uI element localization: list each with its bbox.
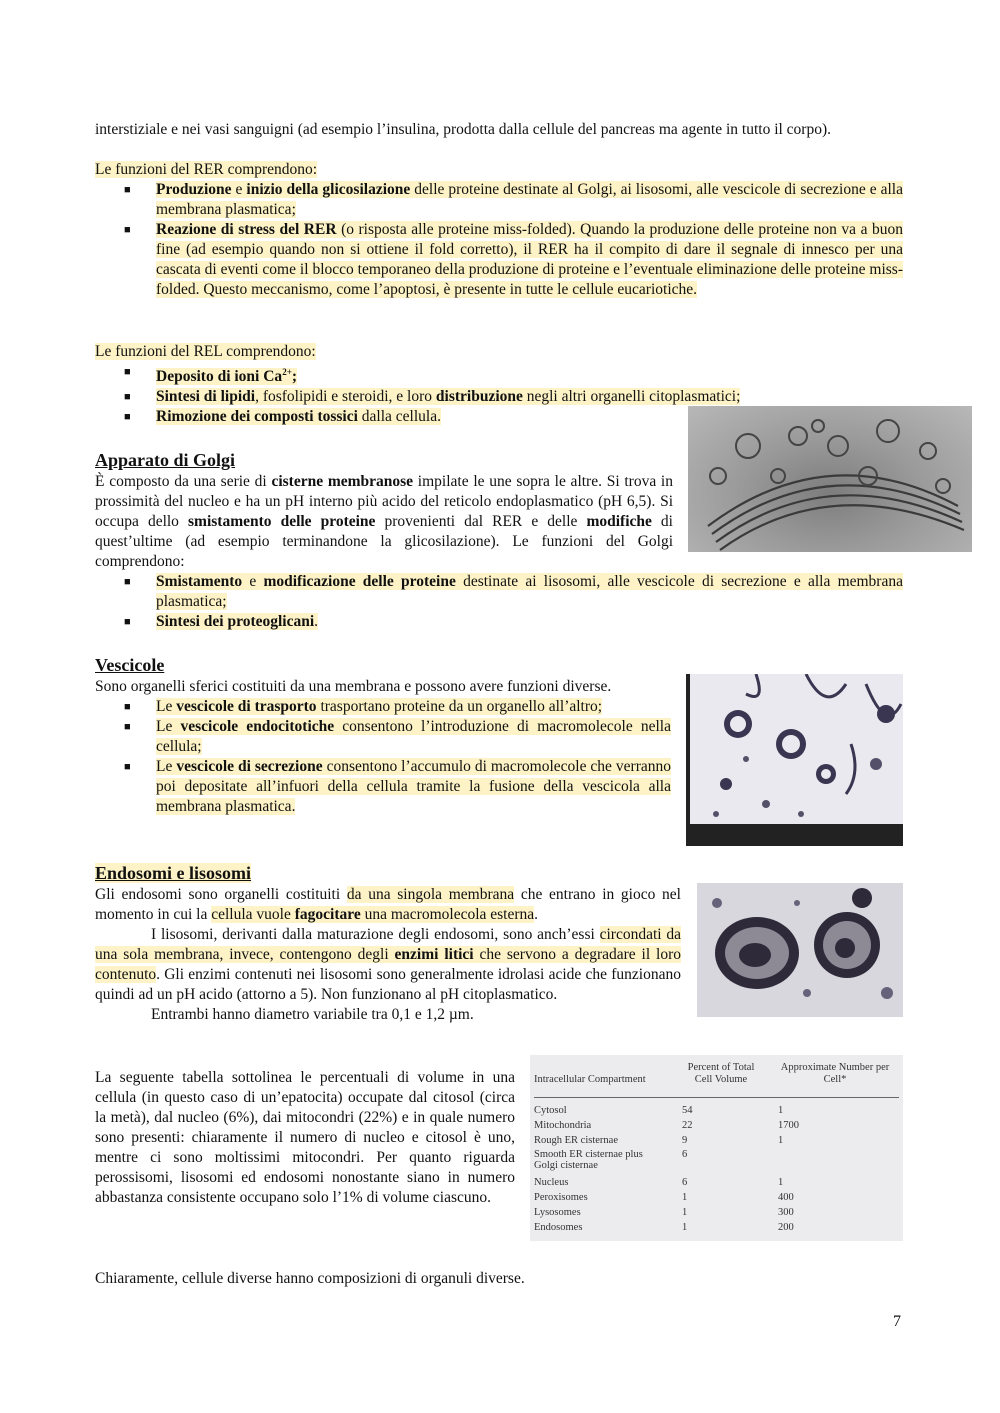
rer-bullet-1: ■ Produzione e inizio della glicosilazione delle proteine destinate al Golgi, ai lisosomi, alle vescicole di secrezione e alla membrana plasmatica; xyxy=(124,181,903,218)
golgi-title: Apparato di Golgi xyxy=(95,450,236,470)
golgi-bullet-2: ■ Sintesi dei proteoglicani. xyxy=(124,613,319,630)
table-cell-percent: 6 xyxy=(682,1149,688,1160)
table-cell-number: 300 xyxy=(778,1207,794,1218)
rer-section xyxy=(95,160,903,300)
table-row xyxy=(534,1149,899,1171)
golgi-paragraph: È composto da una serie di cisterne membranose impilate le une sopra le altre. Si trova in prossimità del nucleo e ha un pH interno più acido del reticolo endoplasmatico (pH 6,5). Si occupa dello smistamento delle proteine provenienti dal RER e delle modifiche di quest’ultime (ad esempio terminandone la glicosilazione). Le funzioni del Golgi comprendono: xyxy=(95,473,673,570)
compartment-table xyxy=(530,1055,903,1241)
vesicles-title: Vescicole xyxy=(95,655,165,675)
rel-bullet-2: ■ Sintesi di lipidi, fosfolipidi e steroidi, e loro distribuzione negli altri organelli citoplasmatici; xyxy=(124,388,741,406)
table-cell-percent: 9 xyxy=(682,1135,688,1146)
square-bullet-icon: ■ xyxy=(124,184,131,196)
table-row xyxy=(534,1207,899,1221)
rel-intro: Le funzioni del REL comprendono: xyxy=(95,343,316,360)
vesicles-bullet-1: ■ Le vescicole di trasporto trasportano proteine da un organello all’altro; xyxy=(124,698,603,715)
table-cell-percent: 1 xyxy=(682,1192,688,1203)
table-row xyxy=(534,1120,899,1134)
table-cell-number: 400 xyxy=(778,1192,794,1203)
table-row xyxy=(534,1105,899,1119)
table-cell-number: 1 xyxy=(778,1177,784,1188)
table-cell-number: 1 xyxy=(778,1135,784,1146)
table-header-compartment: Intracellular Compartment xyxy=(534,1074,646,1085)
table-cell-percent: 1 xyxy=(682,1207,688,1218)
closing-text: Chiaramente, cellule diverse hanno composizioni di organuli diverse. xyxy=(95,1270,525,1287)
square-bullet-icon: ■ xyxy=(124,366,131,378)
square-bullet-icon: ■ xyxy=(124,701,131,713)
table-description-text: La seguente tabella sottolinea le percentuali di volume in una cellula (in questo caso di un’epatocita) occupate dal citosol (circa la metà), dal nucleo (6%), dai mitocondri (22%) e in quale numero sono presenti: chiaramente il numero di nucleo e citosol è uno, mentre ci sono moltissimi mitocondri. Per quanto riguarda perossisomi, lisosomi ed endosomi nonostante siano in numero abbastanza consistente occupano solo l’1% di volume ciascuno. xyxy=(95,1069,515,1206)
table-cell-percent: 1 xyxy=(682,1222,688,1233)
table-row xyxy=(534,1222,899,1236)
table-cell-compartment: Rough ER cisternae xyxy=(534,1135,618,1146)
square-bullet-icon: ■ xyxy=(124,761,131,773)
square-bullet-icon: ■ xyxy=(124,411,131,424)
intro-paragraph xyxy=(95,120,903,140)
table-row xyxy=(534,1177,899,1191)
table-cell-compartment: Cytosol xyxy=(534,1105,567,1116)
closing-paragraph xyxy=(95,1269,903,1289)
square-bullet-icon: ■ xyxy=(124,224,131,236)
table-cell-percent: 6 xyxy=(682,1177,688,1188)
vesicles-paragraph: Sono organelli sferici costituiti da una membrana e possono avere funzioni diverse. xyxy=(95,678,612,695)
vesicles-section xyxy=(95,653,903,817)
table-header-percent: Percent of Total Cell Volume xyxy=(687,1062,755,1085)
page-number: 7 xyxy=(893,1313,901,1330)
endosomes-paragraph-1: Gli endosomi sono organelli costituiti da una singola membrana che entrano in gioco nel momento in cui la cellula vuole fagocitare una macromolecola esterna. xyxy=(95,886,681,923)
square-bullet-icon: ■ xyxy=(124,576,131,588)
table-cell-compartment: Lysosomes xyxy=(534,1207,581,1218)
table-divider xyxy=(534,1097,899,1098)
endosomes-title: Endosomi e lisosomi xyxy=(95,863,252,883)
table-row xyxy=(534,1192,899,1206)
square-bullet-icon: ■ xyxy=(124,391,131,404)
table-cell-compartment: Nucleus xyxy=(534,1177,569,1188)
table-row xyxy=(534,1135,899,1149)
endosomes-paragraph-3: Entrambi hanno diametro variabile tra 0,1 e 1,2 µm. xyxy=(151,1006,474,1023)
golgi-section xyxy=(95,448,903,632)
table-cell-compartment: Mitochondria xyxy=(534,1120,592,1131)
table-cell-compartment: Smooth ER cisternae plus Golgi cisternae xyxy=(534,1149,643,1171)
square-bullet-icon: ■ xyxy=(124,721,131,733)
vesicles-bullet-2: ■ Le vescicole endocitotiche consentono l’introduzione di macromolecole nella cellula; xyxy=(124,718,671,755)
table-cell-number: 1 xyxy=(778,1105,784,1116)
table-cell-number: 1700 xyxy=(778,1120,799,1131)
table-cell-number: 200 xyxy=(778,1222,794,1233)
rel-bullet-3: ■ Rimozione dei composti tossici dalla cellula. xyxy=(124,408,441,426)
rel-bullet-1: ■ Deposito di ioni $Ca^{2+}$; xyxy=(95,362,903,387)
endosomes-paragraph-2: I lisosomi, derivanti dalla maturazione degli endosomi, sono anch’essi circondati da una sola membrana, invece, contengono degli enzimi litici che servono a degradare il loro contenuto. Gli enzimi contenuti nei lisosomi sono generalmente idrolasi acide che funzionano quindi ad un pH acido (attorno a 5). Non funzionano al pH citoplasmatico. xyxy=(95,926,682,1003)
table-cell-compartment: Peroxisomes xyxy=(534,1192,588,1203)
rer-bullet-2: ■ Reazione di stress del RER (o risposta alle proteine miss-folded). Quando la produzione delle proteine non va a buon fine (ad esempio quando non si ottiene il fold corretto), il RER ha il compito di dare il segnale di innesco per una cascata di eventi come il blocco temporaneo della produzione di proteine e l’eventuale eliminazione delle proteine miss-folded. Questo meccanismo, come l’apoptosi, è presente in tutte le cellule eucariotiche. xyxy=(124,221,903,298)
table-cell-percent: 22 xyxy=(682,1120,693,1131)
vesicles-bullet-3: ■ Le vescicole di secrezione consentono l’accumulo di macromolecole che verranno poi depositate all’infuori della cellula tramite la fusione della vescicola alla membrana plasmatica. xyxy=(124,758,671,815)
table-header-number: Approximate Number per Cell* xyxy=(780,1062,890,1085)
table-cell-compartment: Endosomes xyxy=(534,1222,583,1233)
paragraph-text: interstiziale e nei vasi sanguigni (ad esempio l’insulina, prodotta dalla cellule del pancreas ma agente in tutto il corpo). xyxy=(95,121,832,138)
endosomes-section xyxy=(95,861,903,1025)
table-cell-percent: 54 xyxy=(682,1105,693,1116)
square-bullet-icon: ■ xyxy=(124,616,131,628)
rer-intro: Le funzioni del RER comprendono: xyxy=(95,161,318,178)
table-description xyxy=(95,1068,515,1208)
golgi-bullet-1: ■ Smistamento e modificazione delle proteine destinate ai lisosomi, alle vescicole di secrezione e alla membrana plasmatica; xyxy=(124,573,903,610)
